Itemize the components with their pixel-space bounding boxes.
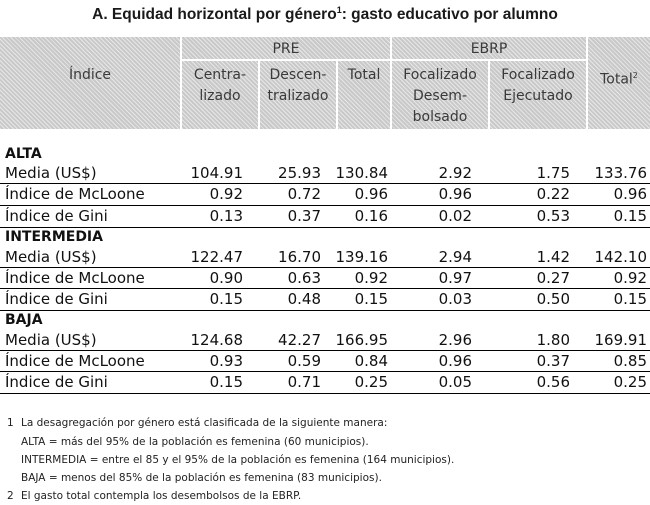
- cell-total: 0.15: [354, 290, 388, 308]
- cell-focalizado-ejecutado: 0.37: [536, 352, 570, 370]
- row-label: Índice de Gini: [5, 207, 108, 225]
- cell-total: 0.84: [354, 352, 388, 370]
- footnote-text: INTERMEDIA = entre el 85 y el 95% de la población es femenina (164 municipios).: [21, 454, 455, 466]
- cell-descentralizado: 0.48: [287, 290, 321, 308]
- table-row: [0, 163, 650, 184]
- table-row: [0, 184, 650, 205]
- header-fd-line2: Desem-: [413, 88, 467, 104]
- title-footnote-mark: 1: [336, 5, 342, 15]
- header-descentralizado: [260, 65, 336, 107]
- cell-total-2: 0.15: [613, 207, 647, 225]
- footnote-text: El gasto total contempla los desembolsos de la EBRP.: [21, 490, 302, 502]
- header-total: Total: [347, 67, 381, 83]
- cell-total-2: 0.25: [613, 373, 647, 391]
- cell-descentralizado: 0.71: [287, 373, 321, 391]
- footnote-number: 2: [7, 490, 14, 502]
- cell-total-2: 169.91: [594, 331, 647, 349]
- row-label: Índice de Gini: [5, 373, 108, 391]
- cell-total: 0.92: [354, 269, 388, 287]
- cell-centralizado: 0.90: [209, 269, 243, 287]
- cell-descentralizado: 0.59: [287, 352, 321, 370]
- cell-total-2: 133.76: [594, 164, 647, 182]
- cell-total-2: 0.92: [613, 269, 647, 287]
- header-total-2-sup: 2: [632, 71, 638, 80]
- cell-total: 0.96: [354, 185, 388, 203]
- cell-focalizado-desembolsado: 2.96: [438, 331, 472, 349]
- cell-descentralizado: 42.27: [278, 331, 321, 349]
- cell-focalizado-desembolsado: 2.94: [438, 248, 472, 266]
- table-row: [0, 351, 650, 372]
- header-descentralizado-line1: Descen-: [269, 67, 327, 83]
- footnote-text: BAJA = menos del 85% de la población es femenina (83 municipios).: [21, 472, 382, 484]
- row-label: Índice de McLoone: [5, 352, 145, 370]
- row-label: Índice de McLoone: [5, 185, 145, 203]
- header-indice: Índice: [68, 67, 112, 83]
- table-title: [0, 5, 650, 24]
- header-centralizado-line1: Centra-: [193, 67, 247, 83]
- cell-centralizado: 0.13: [209, 207, 243, 225]
- cell-total: 166.95: [335, 331, 388, 349]
- cell-centralizado: 124.68: [190, 331, 243, 349]
- group-label-baja: BAJA: [5, 312, 43, 328]
- footnote-text: ALTA = más del 95% de la población es femenina (60 municipios).: [21, 436, 369, 448]
- cell-focalizado-desembolsado: 0.96: [438, 352, 472, 370]
- cell-focalizado-desembolsado: 0.02: [438, 207, 472, 225]
- group-label-intermedia: INTERMEDIA: [5, 229, 103, 245]
- cell-total: 139.16: [335, 248, 388, 266]
- cell-descentralizado: 16.70: [278, 248, 321, 266]
- cell-focalizado-desembolsado: 0.96: [438, 185, 472, 203]
- cell-focalizado-ejecutado: 0.50: [536, 290, 570, 308]
- cell-focalizado-ejecutado: 0.56: [536, 373, 570, 391]
- row-rule: [0, 393, 650, 394]
- cell-focalizado-ejecutado: 0.22: [536, 185, 570, 203]
- header-total-2: [588, 65, 650, 91]
- header-total-2-text: Total: [600, 71, 633, 88]
- cell-focalizado-ejecutado: 1.80: [536, 331, 570, 349]
- row-label: Media (US$): [5, 331, 97, 349]
- table-row: [0, 330, 650, 351]
- row-label: Índice de Gini: [5, 290, 108, 308]
- cell-centralizado: 0.92: [209, 185, 243, 203]
- header-centralizado: [182, 65, 258, 107]
- footnote-text: La desagregación por género está clasificada de la siguiente manera:: [21, 417, 388, 429]
- cell-descentralizado: 25.93: [278, 164, 321, 182]
- header-fd-line3: bolsado: [412, 109, 468, 125]
- table-row: [0, 268, 650, 289]
- row-label: Media (US$): [5, 164, 97, 182]
- cell-total-2: 0.85: [613, 352, 647, 370]
- cell-centralizado: 122.47: [190, 248, 243, 266]
- cell-total-2: 142.10: [594, 248, 647, 266]
- row-rule: [0, 227, 650, 228]
- row-label: Media (US$): [5, 248, 97, 266]
- cell-centralizado: 104.91: [190, 164, 243, 182]
- cell-focalizado-ejecutado: 1.75: [536, 164, 570, 182]
- cell-centralizado: 0.93: [209, 352, 243, 370]
- cell-centralizado: 0.15: [209, 290, 243, 308]
- cell-focalizado-desembolsado: 2.92: [438, 164, 472, 182]
- header-focalizado-desembolsado: [392, 65, 488, 128]
- cell-total: 130.84: [335, 164, 388, 182]
- group-label-alta: ALTA: [5, 146, 42, 162]
- cell-focalizado-ejecutado: 0.53: [536, 207, 570, 225]
- header-pre: PRE: [272, 41, 300, 57]
- cell-total-2: 0.15: [613, 290, 647, 308]
- table-row: [0, 247, 650, 268]
- header-ebrp: EBRP: [470, 41, 508, 57]
- table-row: [0, 289, 650, 310]
- cell-focalizado-desembolsado: 0.03: [438, 290, 472, 308]
- row-rule: [0, 310, 650, 311]
- header-fd-line1: Focalizado: [403, 67, 477, 83]
- row-label: Índice de McLoone: [5, 269, 145, 287]
- cell-descentralizado: 0.72: [287, 185, 321, 203]
- table-row: [0, 206, 650, 227]
- cell-descentralizado: 0.37: [287, 207, 321, 225]
- table-row: [0, 372, 650, 393]
- header-centralizado-line2: lizado: [199, 88, 241, 104]
- cell-focalizado-desembolsado: 0.05: [438, 373, 472, 391]
- table-title-suffix: : gasto educativo por alumno: [341, 6, 558, 24]
- cell-focalizado-desembolsado: 0.97: [438, 269, 472, 287]
- cell-centralizado: 0.15: [209, 373, 243, 391]
- cell-focalizado-ejecutado: 0.27: [536, 269, 570, 287]
- cell-total: 0.25: [354, 373, 388, 391]
- cell-descentralizado: 0.63: [287, 269, 321, 287]
- cell-total: 0.16: [354, 207, 388, 225]
- table-header: [0, 37, 650, 129]
- table-title-text: A. Equidad horizontal por género: [92, 6, 337, 24]
- header-descentralizado-line2: tralizado: [267, 88, 329, 104]
- header-fe-line2: Ejecutado: [503, 88, 573, 104]
- header-focalizado-ejecutado: [490, 65, 586, 107]
- cell-total-2: 0.96: [613, 185, 647, 203]
- footnote-number: 1: [7, 417, 14, 429]
- cell-focalizado-ejecutado: 1.42: [536, 248, 570, 266]
- header-fe-line1: Focalizado: [501, 67, 575, 83]
